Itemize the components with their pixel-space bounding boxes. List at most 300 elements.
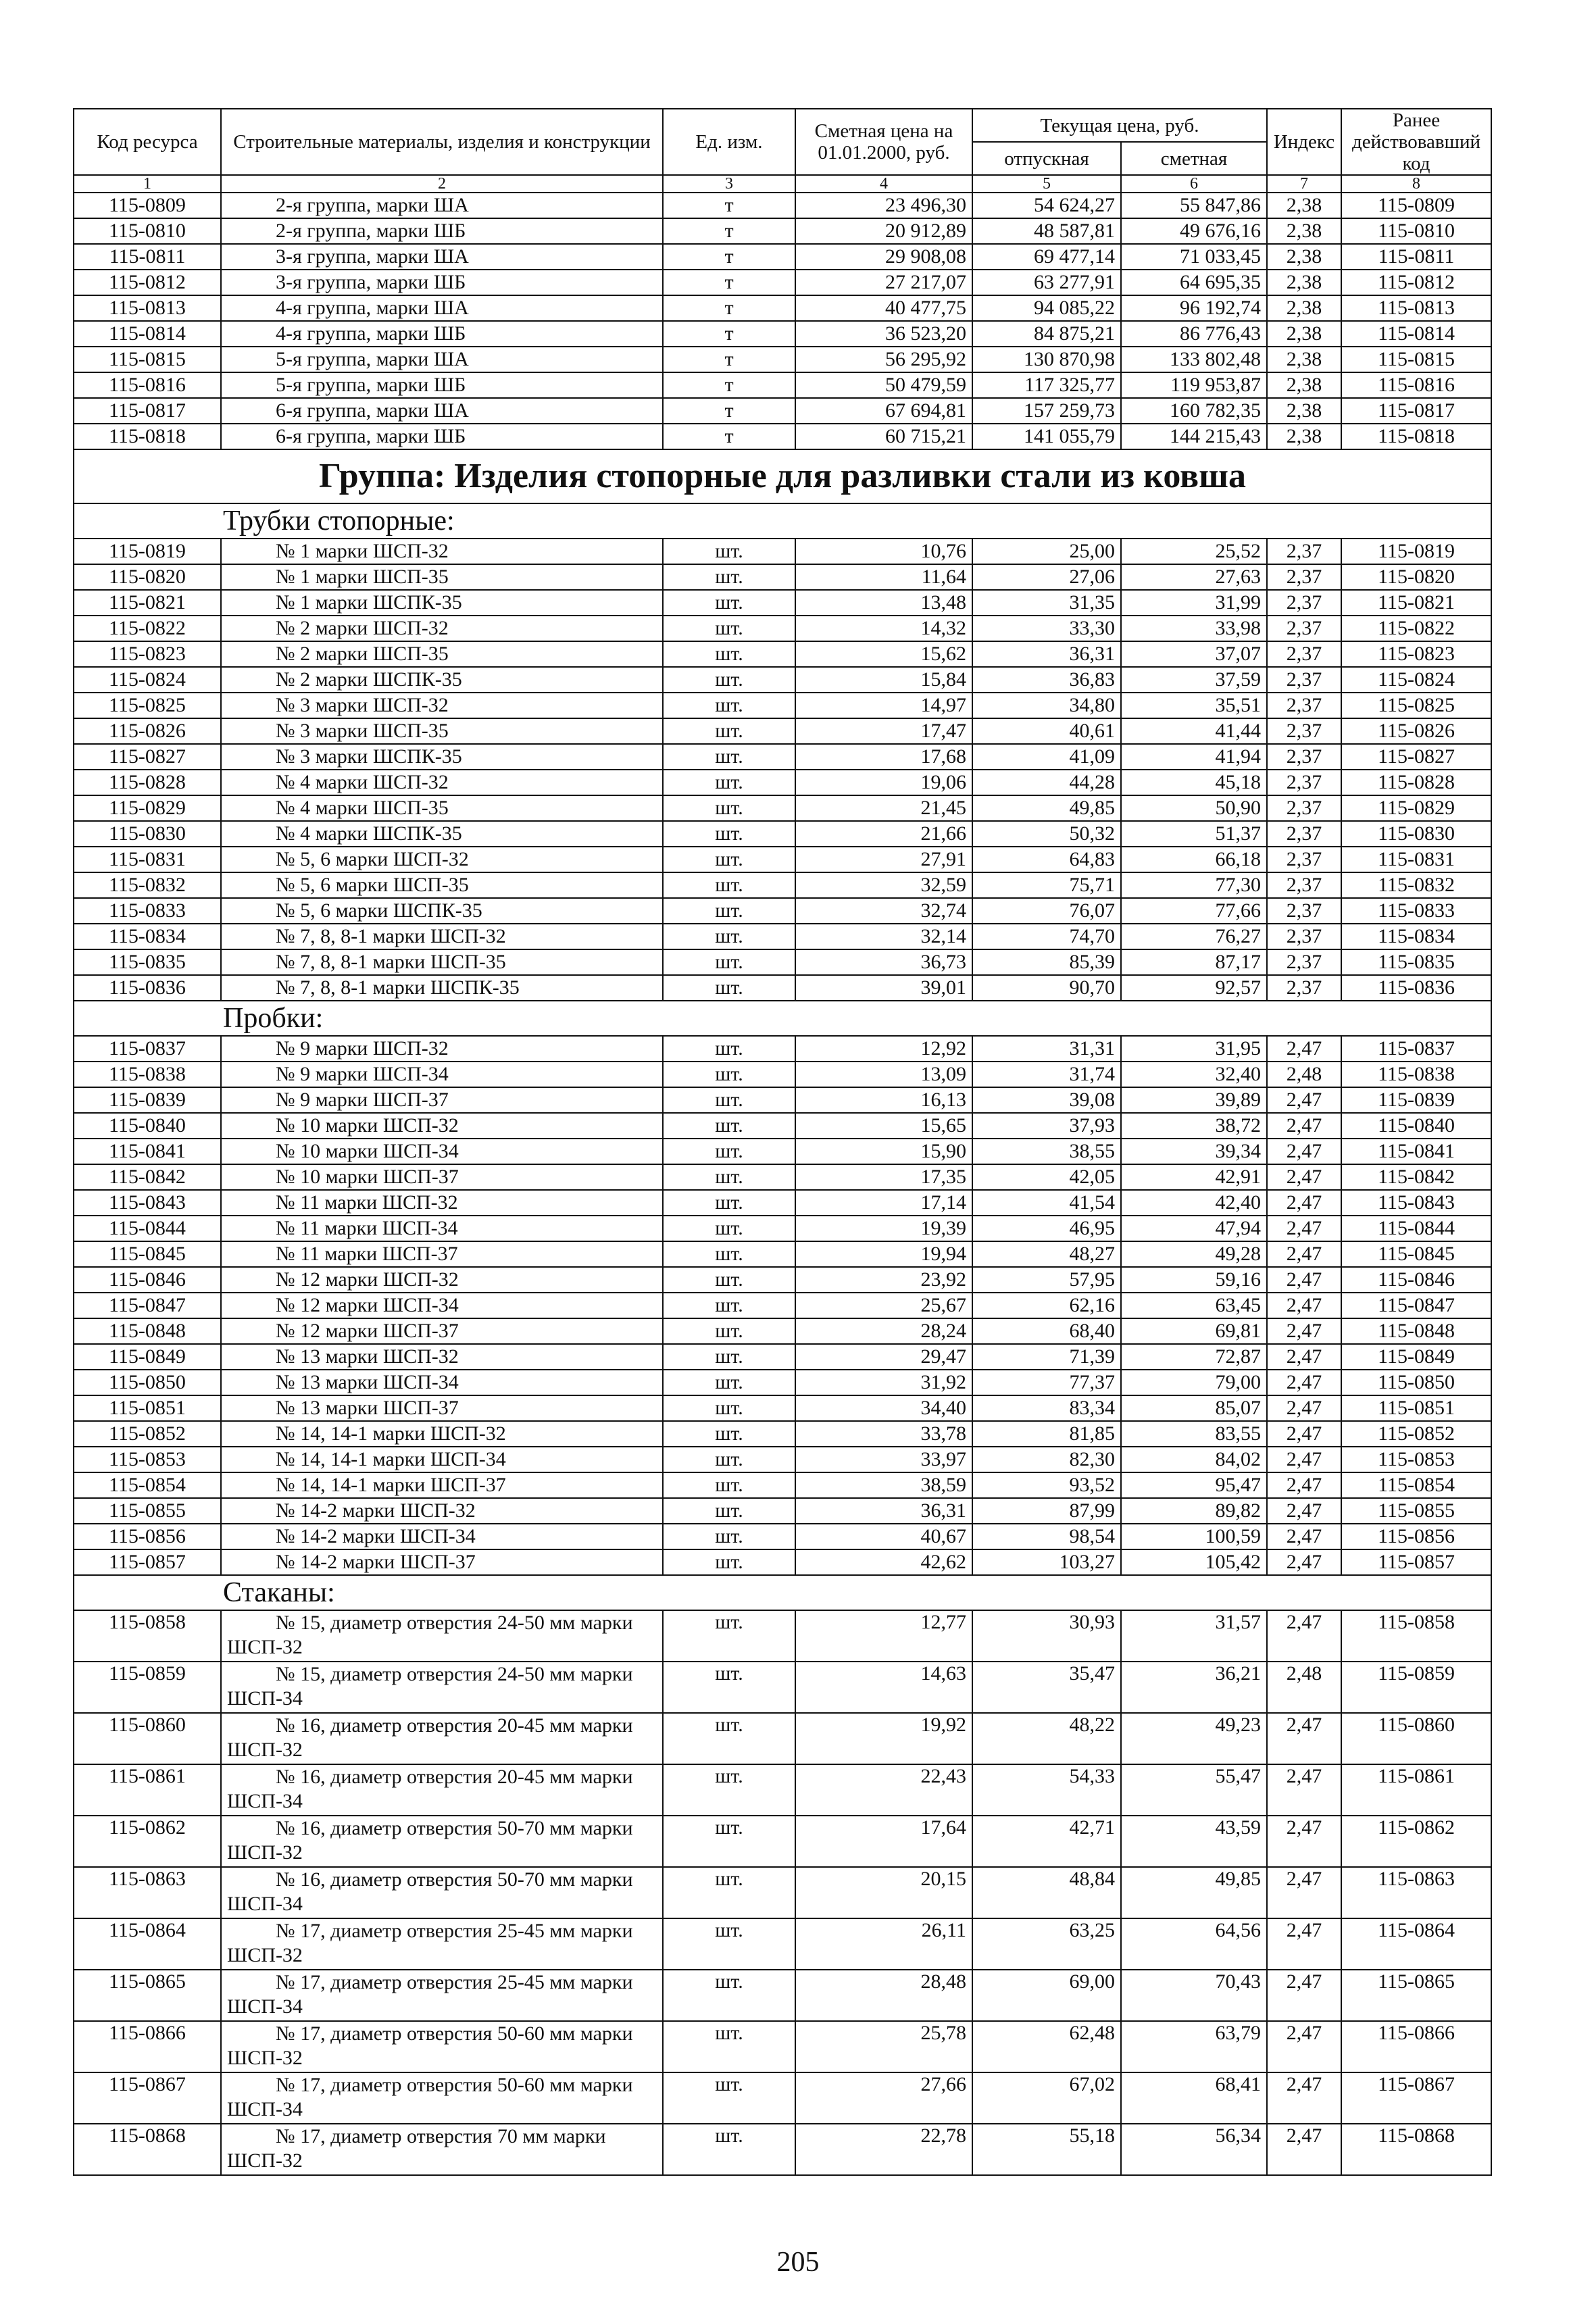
cell-material: № 1 марки ШСПК-35 [221,590,663,616]
cell-unit: шт. [663,1498,795,1524]
cell-estimate-price: 95,47 [1121,1472,1267,1498]
cell-estimate-price: 37,59 [1121,667,1267,693]
table-row [74,1867,1491,1918]
cell-base-price: 17,64 [795,1816,972,1867]
cell-base-price: 32,14 [795,924,972,949]
cell-unit: шт. [663,1713,795,1764]
table-row [74,1370,1491,1395]
cell-resource-code: 115-0810 [74,218,221,244]
cell-estimate-price: 41,44 [1121,718,1267,744]
cell-estimate-price: 69,81 [1121,1318,1267,1344]
cell-unit: шт. [663,1293,795,1318]
cell-release-price: 41,09 [972,744,1121,770]
header-materials: Строительные материалы, изделия и конструкции [221,109,663,175]
cell-index: 2,47 [1267,1713,1341,1764]
table-row [74,1713,1491,1764]
cell-base-price: 36 523,20 [795,321,972,347]
table-row [74,1087,1491,1113]
cell-estimate-price: 72,87 [1121,1344,1267,1370]
cell-previous-code: 115-0839 [1341,1087,1491,1113]
cell-previous-code: 115-0813 [1341,295,1491,321]
cell-base-price: 27,66 [795,2072,972,2124]
cell-unit: шт. [663,1662,795,1713]
cell-material: № 3 марки ШСП-35 [221,718,663,744]
cell-material: № 9 марки ШСП-32 [221,1036,663,1062]
cell-unit: шт. [663,1344,795,1370]
cell-previous-code: 115-0811 [1341,244,1491,270]
cell-material: № 17, диаметр отверстия 25-45 мм марки ШСП-34 [221,1970,663,2021]
cell-resource-code: 115-0865 [74,1970,221,2021]
cell-material: № 9 марки ШСП-34 [221,1062,663,1087]
cell-material: 6-я группа, марки ША [221,398,663,424]
cell-previous-code: 115-0849 [1341,1344,1491,1370]
cell-estimate-price: 27,63 [1121,564,1267,590]
table-row [74,924,1491,949]
cell-index: 2,47 [1267,1267,1341,1293]
cell-index: 2,47 [1267,1918,1341,1970]
cell-release-price: 54 624,27 [972,193,1121,218]
table-row [74,398,1491,424]
cell-estimate-price: 43,59 [1121,1816,1267,1867]
col-number: 4 [795,175,972,193]
cell-unit: шт. [663,1867,795,1918]
cell-unit: шт. [663,975,795,1001]
cell-unit: шт. [663,924,795,949]
cell-base-price: 36,73 [795,949,972,975]
cell-previous-code: 115-0854 [1341,1472,1491,1498]
cell-base-price: 26,11 [795,1918,972,1970]
cell-resource-code: 115-0817 [74,398,221,424]
cell-previous-code: 115-0820 [1341,564,1491,590]
table-header [74,109,1491,193]
cell-base-price: 17,14 [795,1190,972,1216]
cell-material: № 12 марки ШСП-34 [221,1293,663,1318]
cell-base-price: 14,97 [795,693,972,718]
cell-estimate-price: 63,45 [1121,1293,1267,1318]
cell-release-price: 93,52 [972,1472,1121,1498]
cell-previous-code: 115-0847 [1341,1293,1491,1318]
cell-index: 2,37 [1267,898,1341,924]
cell-unit: шт. [663,616,795,641]
cell-resource-code: 115-0825 [74,693,221,718]
cell-unit: т [663,347,795,372]
cell-index: 2,47 [1267,1318,1341,1344]
cell-base-price: 20 912,89 [795,218,972,244]
table-row [74,1113,1491,1139]
cell-estimate-price: 39,89 [1121,1087,1267,1113]
table-row [74,1447,1491,1472]
cell-previous-code: 115-0836 [1341,975,1491,1001]
cell-release-price: 90,70 [972,975,1121,1001]
cell-release-price: 40,61 [972,718,1121,744]
cell-material: № 11 марки ШСП-37 [221,1241,663,1267]
cell-material: 2-я группа, марки ШБ [221,218,663,244]
cell-index: 2,47 [1267,1867,1341,1918]
cell-index: 2,47 [1267,1164,1341,1190]
table-row [74,1395,1491,1421]
cell-unit: шт. [663,590,795,616]
cell-index: 2,47 [1267,2124,1341,2175]
cell-unit: шт. [663,1764,795,1816]
cell-previous-code: 115-0852 [1341,1421,1491,1447]
cell-previous-code: 115-0858 [1341,1610,1491,1662]
cell-base-price: 28,48 [795,1970,972,2021]
cell-release-price: 36,31 [972,641,1121,667]
cell-unit: шт. [663,1970,795,2021]
rows-plugs [74,1036,1491,1575]
cell-estimate-price: 144 215,43 [1121,424,1267,449]
cell-unit: шт. [663,1447,795,1472]
table-row [74,770,1491,795]
header-resource-code: Код ресурса [74,109,221,175]
cell-material: № 17, диаметр отверстия 50-60 мм марки ШСП-32 [221,2021,663,2072]
cell-index: 2,38 [1267,372,1341,398]
cell-resource-code: 115-0862 [74,1816,221,1867]
cell-unit: шт. [663,1816,795,1867]
cell-material: № 13 марки ШСП-37 [221,1395,663,1421]
cell-estimate-price: 84,02 [1121,1447,1267,1472]
cell-previous-code: 115-0844 [1341,1216,1491,1241]
cell-estimate-price: 119 953,87 [1121,372,1267,398]
cell-index: 2,38 [1267,347,1341,372]
cell-base-price: 34,40 [795,1395,972,1421]
cell-release-price: 50,32 [972,821,1121,847]
cell-material: № 14-2 марки ШСП-37 [221,1549,663,1575]
cell-estimate-price: 68,41 [1121,2072,1267,2124]
cell-resource-code: 115-0833 [74,898,221,924]
cell-previous-code: 115-0812 [1341,270,1491,295]
cell-base-price: 19,92 [795,1713,972,1764]
cell-unit: шт. [663,898,795,924]
cell-base-price: 15,62 [795,641,972,667]
cell-release-price: 38,55 [972,1139,1121,1164]
cell-release-price: 130 870,98 [972,347,1121,372]
cell-base-price: 14,32 [795,616,972,641]
cell-resource-code: 115-0812 [74,270,221,295]
cell-release-price: 30,93 [972,1610,1121,1662]
cell-index: 2,47 [1267,1241,1341,1267]
cell-index: 2,47 [1267,1190,1341,1216]
cell-unit: шт. [663,1472,795,1498]
cell-release-price: 74,70 [972,924,1121,949]
cell-release-price: 69,00 [972,1970,1121,2021]
cell-estimate-price: 87,17 [1121,949,1267,975]
cell-base-price: 22,43 [795,1764,972,1816]
table-row [74,1498,1491,1524]
cell-material: № 14-2 марки ШСП-34 [221,1524,663,1549]
cell-base-price: 25,78 [795,2021,972,2072]
table-row [74,1524,1491,1549]
cell-index: 2,48 [1267,1662,1341,1713]
cell-release-price: 94 085,22 [972,295,1121,321]
cell-estimate-price: 85,07 [1121,1395,1267,1421]
cell-material: 2-я группа, марки ША [221,193,663,218]
table-row [74,1062,1491,1087]
cell-previous-code: 115-0814 [1341,321,1491,347]
cell-resource-code: 115-0849 [74,1344,221,1370]
cell-unit: шт. [663,872,795,898]
cell-resource-code: 115-0830 [74,821,221,847]
cell-unit: шт. [663,1918,795,1970]
cell-resource-code: 115-0859 [74,1662,221,1713]
cell-estimate-price: 105,42 [1121,1549,1267,1575]
cell-previous-code: 115-0818 [1341,424,1491,449]
cell-base-price: 12,77 [795,1610,972,1662]
cell-unit: шт. [663,1549,795,1575]
cell-base-price: 13,48 [795,590,972,616]
cell-estimate-price: 35,51 [1121,693,1267,718]
cell-index: 2,37 [1267,539,1341,564]
cell-release-price: 76,07 [972,898,1121,924]
cell-index: 2,37 [1267,795,1341,821]
table-row [74,693,1491,718]
cell-release-price: 48,27 [972,1241,1121,1267]
table-row [74,295,1491,321]
cell-base-price: 60 715,21 [795,424,972,449]
col-number: 2 [221,175,663,193]
cell-resource-code: 115-0856 [74,1524,221,1549]
cell-index: 2,47 [1267,1344,1341,1370]
cell-resource-code: 115-0821 [74,590,221,616]
cell-base-price: 19,39 [795,1216,972,1241]
cell-estimate-price: 38,72 [1121,1113,1267,1139]
cell-estimate-price: 64 695,35 [1121,270,1267,295]
cell-unit: т [663,424,795,449]
cell-previous-code: 115-0860 [1341,1713,1491,1764]
cell-previous-code: 115-0856 [1341,1524,1491,1549]
table-row [74,1267,1491,1293]
cell-unit: т [663,295,795,321]
cell-base-price: 10,76 [795,539,972,564]
cell-resource-code: 115-0815 [74,347,221,372]
cell-estimate-price: 51,37 [1121,821,1267,847]
cell-resource-code: 115-0839 [74,1087,221,1113]
cell-base-price: 21,45 [795,795,972,821]
table-row [74,372,1491,398]
table-row [74,270,1491,295]
table-row [74,1421,1491,1447]
cell-previous-code: 115-0830 [1341,821,1491,847]
cell-material: № 5, 6 марки ШСПК-35 [221,898,663,924]
header-unit: Ед. изм. [663,109,795,175]
cell-index: 2,47 [1267,1216,1341,1241]
table-row [74,347,1491,372]
cell-index: 2,47 [1267,1764,1341,1816]
cell-resource-code: 115-0822 [74,616,221,641]
table-row [74,821,1491,847]
cell-material: № 4 марки ШСПК-35 [221,821,663,847]
cell-estimate-price: 25,52 [1121,539,1267,564]
cell-unit: шт. [663,1164,795,1190]
cell-base-price: 56 295,92 [795,347,972,372]
table-row [74,218,1491,244]
cell-base-price: 40,67 [795,1524,972,1549]
cell-previous-code: 115-0857 [1341,1549,1491,1575]
cell-index: 2,47 [1267,1087,1341,1113]
cell-estimate-price: 96 192,74 [1121,295,1267,321]
cell-estimate-price: 31,57 [1121,1610,1267,1662]
cell-material: № 15, диаметр отверстия 24-50 мм марки ШСП-32 [221,1610,663,1662]
cell-index: 2,47 [1267,1524,1341,1549]
cell-release-price: 64,83 [972,847,1121,872]
cell-material: № 7, 8, 8-1 марки ШСП-32 [221,924,663,949]
cell-release-price: 36,83 [972,667,1121,693]
cell-estimate-price: 89,82 [1121,1498,1267,1524]
cell-base-price: 38,59 [795,1472,972,1498]
cell-material: № 13 марки ШСП-34 [221,1370,663,1395]
cell-estimate-price: 42,40 [1121,1190,1267,1216]
table-row [74,424,1491,449]
rows-cups [74,1610,1491,2175]
header-base-price: Сметная цена на 01.01.2000, руб. [795,109,972,175]
cell-release-price: 85,39 [972,949,1121,975]
cell-material: 4-я группа, марки ШБ [221,321,663,347]
cell-previous-code: 115-0824 [1341,667,1491,693]
cell-resource-code: 115-0820 [74,564,221,590]
col-number: 8 [1341,175,1491,193]
cell-material: № 11 марки ШСП-32 [221,1190,663,1216]
table-row [74,872,1491,898]
table-row [74,1164,1491,1190]
section-title-tubes: Трубки стопорные: [74,503,1491,539]
cell-index: 2,37 [1267,872,1341,898]
cell-unit: шт. [663,847,795,872]
cell-base-price: 20,15 [795,1867,972,1918]
cell-release-price: 48,84 [972,1867,1121,1918]
table-row [74,1036,1491,1062]
cell-resource-code: 115-0832 [74,872,221,898]
cell-base-price: 16,13 [795,1087,972,1113]
cell-estimate-price: 47,94 [1121,1216,1267,1241]
cell-material: № 10 марки ШСП-34 [221,1139,663,1164]
cell-base-price: 29 908,08 [795,244,972,270]
cell-material: № 14-2 марки ШСП-32 [221,1498,663,1524]
cell-release-price: 49,85 [972,795,1121,821]
cell-previous-code: 115-0817 [1341,398,1491,424]
table-row [74,1190,1491,1216]
section-cups [74,1575,1491,1610]
cell-index: 2,37 [1267,616,1341,641]
cell-unit: т [663,321,795,347]
cell-index: 2,37 [1267,770,1341,795]
table-row [74,949,1491,975]
cell-estimate-price: 63,79 [1121,2021,1267,2072]
cell-index: 2,47 [1267,1395,1341,1421]
cell-base-price: 32,59 [795,872,972,898]
cell-release-price: 83,34 [972,1395,1121,1421]
cell-resource-code: 115-0867 [74,2072,221,2124]
cell-resource-code: 115-0831 [74,847,221,872]
cell-previous-code: 115-0834 [1341,924,1491,949]
section-title-cups: Стаканы: [74,1575,1491,1610]
cell-estimate-price: 36,21 [1121,1662,1267,1713]
cell-material: 5-я группа, марки ШБ [221,372,663,398]
cell-estimate-price: 37,07 [1121,641,1267,667]
table-row [74,744,1491,770]
cell-previous-code: 115-0833 [1341,898,1491,924]
cell-base-price: 23,92 [795,1267,972,1293]
table-row [74,795,1491,821]
cell-estimate-price: 55,47 [1121,1764,1267,1816]
cell-material: № 17, диаметр отверстия 25-45 мм марки ШСП-32 [221,1918,663,1970]
cell-resource-code: 115-0827 [74,744,221,770]
table-row [74,590,1491,616]
cell-resource-code: 115-0860 [74,1713,221,1764]
cell-release-price: 117 325,77 [972,372,1121,398]
cell-base-price: 27,91 [795,847,972,872]
cell-resource-code: 115-0840 [74,1113,221,1139]
cell-material: № 12 марки ШСП-32 [221,1267,663,1293]
cell-resource-code: 115-0857 [74,1549,221,1575]
cell-release-price: 157 259,73 [972,398,1121,424]
cell-previous-code: 115-0837 [1341,1036,1491,1062]
cell-unit: шт. [663,1370,795,1395]
cell-release-price: 75,71 [972,872,1121,898]
cell-index: 2,47 [1267,1036,1341,1062]
cell-previous-code: 115-0823 [1341,641,1491,667]
cell-material: № 7, 8, 8-1 марки ШСПК-35 [221,975,663,1001]
cell-material: 3-я группа, марки ША [221,244,663,270]
col-number: 5 [972,175,1121,193]
cell-previous-code: 115-0868 [1341,2124,1491,2175]
cell-previous-code: 115-0810 [1341,218,1491,244]
col-number: 3 [663,175,795,193]
cell-estimate-price: 31,99 [1121,590,1267,616]
cell-resource-code: 115-0851 [74,1395,221,1421]
cell-base-price: 15,84 [795,667,972,693]
cell-previous-code: 115-0829 [1341,795,1491,821]
cell-estimate-price: 31,95 [1121,1036,1267,1062]
cell-resource-code: 115-0845 [74,1241,221,1267]
cell-index: 2,37 [1267,718,1341,744]
cell-release-price: 48 587,81 [972,218,1121,244]
cell-base-price: 29,47 [795,1344,972,1370]
cell-index: 2,37 [1267,975,1341,1001]
cell-material: № 10 марки ШСП-32 [221,1113,663,1139]
col-number: 6 [1121,175,1267,193]
cell-unit: шт. [663,539,795,564]
cell-index: 2,38 [1267,244,1341,270]
cell-resource-code: 115-0847 [74,1293,221,1318]
cell-previous-code: 115-0848 [1341,1318,1491,1344]
cell-resource-code: 115-0816 [74,372,221,398]
cell-material: № 17, диаметр отверстия 70 мм марки ШСП-32 [221,2124,663,2175]
cell-material: № 5, 6 марки ШСП-35 [221,872,663,898]
table-row [74,667,1491,693]
cell-index: 2,38 [1267,321,1341,347]
cell-index: 2,38 [1267,270,1341,295]
cell-previous-code: 115-0863 [1341,1867,1491,1918]
cell-estimate-price: 66,18 [1121,847,1267,872]
cell-previous-code: 115-0842 [1341,1164,1491,1190]
table-row [74,1318,1491,1344]
cell-release-price: 27,06 [972,564,1121,590]
cell-material: № 1 марки ШСП-35 [221,564,663,590]
cell-unit: шт. [663,667,795,693]
cell-resource-code: 115-0826 [74,718,221,744]
cell-release-price: 103,27 [972,1549,1121,1575]
cell-base-price: 17,68 [795,744,972,770]
cell-material: № 5, 6 марки ШСП-32 [221,847,663,872]
cell-base-price: 40 477,75 [795,295,972,321]
cell-unit: шт. [663,1113,795,1139]
cell-base-price: 31,92 [795,1370,972,1395]
cell-resource-code: 115-0852 [74,1421,221,1447]
cell-material: 6-я группа, марки ШБ [221,424,663,449]
cell-unit: шт. [663,1395,795,1421]
cell-resource-code: 115-0823 [74,641,221,667]
cell-release-price: 39,08 [972,1087,1121,1113]
